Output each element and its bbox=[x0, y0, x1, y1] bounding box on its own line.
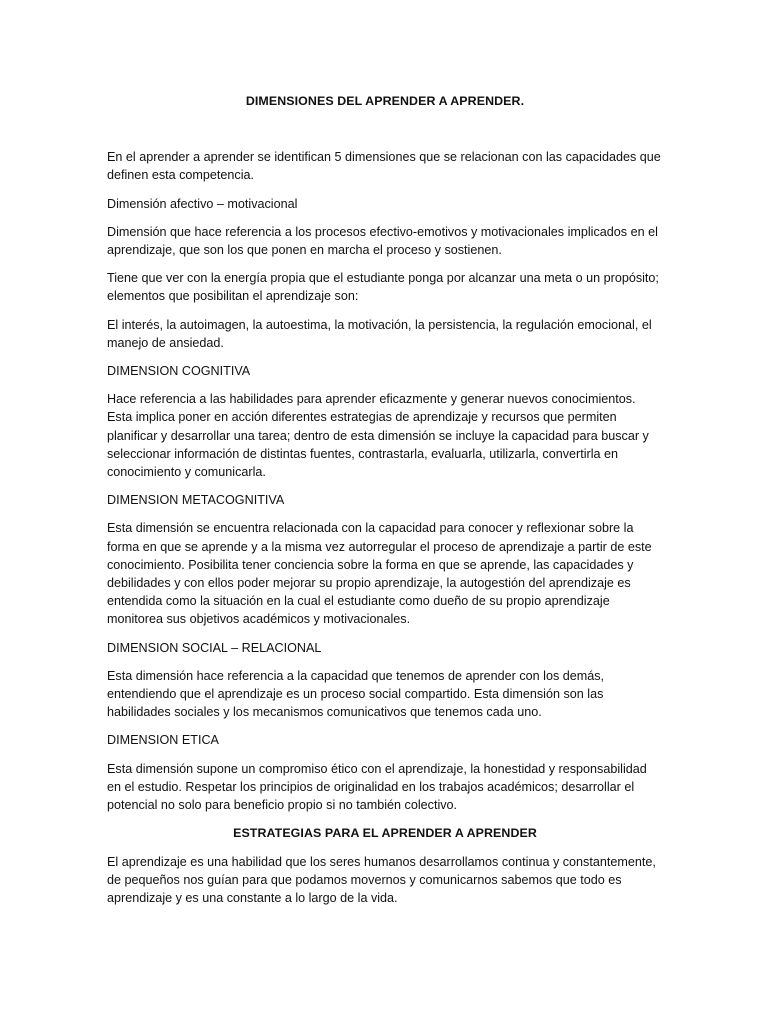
dimension-cognitiva-heading: DIMENSION COGNITIVA bbox=[107, 364, 251, 379]
document-body bbox=[107, 92, 663, 917]
dimension-metacognitiva-paragraph: Esta dimensión se encuentra relacionada con la capacidad para conocer y reflexionar sobre la forma en que se aprende y a la misma vez autorregular el proceso de aprendizaje a partir de este conocimiento. Posibilita tener conciencia sobre la forma en que se aprende, las capacidades y debilidades y con ellos poder mejorar su propio aprendizaje, la autogestión del aprendizaje es entendida como la situación en la cual el estudiante como dueño de su propio aprendizaje monitorea sus objetivos académicos y motivacionales. bbox=[107, 521, 652, 627]
dimension-afectivo-paragraph-3: El interés, la autoimagen, la autoestima, la motivación, la persistencia, la regulación emocional, el manejo de ansiedad. bbox=[107, 317, 652, 350]
intro-paragraph: En el aprender a aprender se identifican 5 dimensiones que se relacionan con las capacidades que definen esta competencia. bbox=[107, 150, 661, 183]
dimension-afectivo-heading: Dimensión afectivo – motivacional bbox=[107, 196, 298, 211]
dimension-afectivo-paragraph-1: Dimensión que hace referencia a los procesos efectivo-emotivos y motivacionales implicados en el aprendizaje, que son los que ponen en marcha el proceso y sostienen. bbox=[107, 224, 658, 258]
dimension-afectivo-paragraph-2: Tiene que ver con la energía propia que el estudiante ponga por alcanzar una meta o un propósito; elementos que posibilitan el aprendizaje son: bbox=[107, 271, 659, 304]
dimension-social-heading: DIMENSION SOCIAL – RELACIONAL bbox=[107, 640, 322, 655]
dimension-etica-heading: DIMENSION ETICA bbox=[107, 733, 219, 748]
dimension-etica-paragraph: Esta dimensión supone un compromiso ético con el aprendizaje, la honestidad y responsabilidad en el estudio. Respetar los principios de originalidad en los trabajos académicos; desarrollar el potencial no solo para beneficio propio si no también colectivo. bbox=[107, 761, 647, 813]
dimension-cognitiva-paragraph: Hace referencia a las habilidades para aprender eficazmente y generar nuevos conocimientos. Esta implica poner en acción diferentes estrategias de aprendizaje y recursos que permiten planificar y desarrollar una tarea; dentro de esta dimensión se incluye la capacidad para buscar y seleccionar información de distintas fuentes, contrastarla, evaluarla, utilizarla, convertirla en conocimiento y comunicarla. bbox=[107, 392, 649, 480]
dimension-metacognitiva-heading: DIMENSION METACOGNITIVA bbox=[107, 493, 285, 508]
dimension-social-paragraph: Esta dimensión hace referencia a la capacidad que tenemos de aprender con los demás, entendiendo que el aprendizaje es un proceso social compartido. Esta dimensión son las habilidades sociales y los mecanismos comunicativos que tenemos cada uno. bbox=[107, 668, 605, 720]
document-title: DIMENSIONES DEL APRENDER A APRENDER. bbox=[245, 94, 525, 108]
estrategias-paragraph: El aprendizaje es una habilidad que los seres humanos desarrollamos continua y constantemente, de pequeños nos guían para que podamos movernos y comunicarnos sabemos que todo es aprendizaje y es una constante a lo largo de la vida. bbox=[107, 854, 656, 905]
estrategias-title: ESTRATEGIAS PARA EL APRENDER A APRENDER bbox=[233, 826, 537, 841]
